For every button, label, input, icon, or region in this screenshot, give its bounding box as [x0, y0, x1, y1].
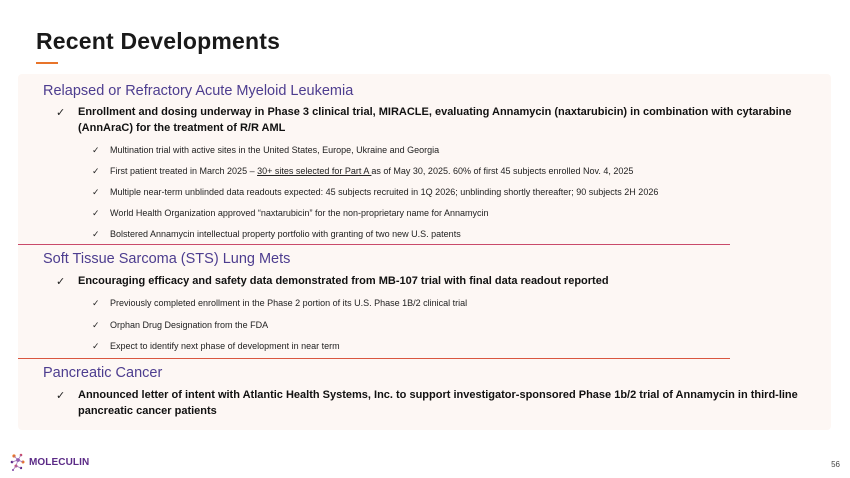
- molecule-icon: [9, 451, 27, 473]
- bullet-sts-main: Encouraging efficacy and safety data demonstrated from MB-107 trial with final data readout reported: [78, 275, 609, 287]
- section-heading-aml: Relapsed or Refractory Acute Myeloid Leukemia: [43, 83, 354, 99]
- check-icon: ✓: [92, 341, 100, 351]
- check-icon: ✓: [92, 145, 100, 155]
- bullet-aml-sub-2-pre: First patient treated in March 2025 –: [110, 166, 258, 176]
- bullet-sts-sub-2: Orphan Drug Designation from the FDA: [110, 320, 269, 330]
- bullet-pancreatic-main: Announced letter of intent with Atlantic Health Systems, Inc. to support investigator-sponsored Phase 1b/2 trial of Annamycin in third-line pancreatic cancer patients: [78, 389, 798, 417]
- check-icon: ✓: [92, 166, 100, 176]
- section-divider: [18, 244, 730, 245]
- check-icon: ✓: [92, 208, 100, 218]
- title-underline: [36, 62, 58, 64]
- bullet-aml-sub-3: Multiple near-term unblinded data readouts expected: 45 subjects recruited in 1Q 2026; unblinding shortly thereafter; 90 subjects 2H 2026: [110, 187, 659, 197]
- check-icon: ✓: [92, 320, 100, 330]
- check-icon: ✓: [56, 390, 66, 402]
- bullet-sts-sub-3: Expect to identify next phase of development in near term: [110, 341, 340, 351]
- check-icon: ✓: [92, 229, 100, 239]
- bullet-aml-sub-1: Multination trial with active sites in the United States, Europe, Ukraine and Georgia: [110, 145, 440, 155]
- company-logo: [9, 451, 89, 473]
- bullet-aml-sub-4: World Health Organization approved “naxtarubicin” for the non-proprietary name for Annamycin: [110, 208, 489, 218]
- bullet-aml-sub-5: Bolstered Annamycin intellectual property portfolio with granting of two new U.S. patents: [110, 229, 461, 239]
- bullet-aml-sub-2: [110, 165, 810, 177]
- sites-selected-link[interactable]: 30+ sites selected for Part A: [257, 166, 372, 176]
- check-icon: ✓: [56, 276, 66, 288]
- bullet-aml-sub-2-post: as of May 30, 2025. 60% of first 45 subjects enrolled Nov. 4, 2025: [371, 166, 634, 176]
- check-icon: ✓: [56, 107, 66, 119]
- page-title: Recent Developments: [36, 28, 281, 54]
- page-number: 56: [831, 460, 840, 469]
- section-heading-sts: Soft Tissue Sarcoma (STS) Lung Mets: [43, 251, 291, 267]
- bullet-sts-sub-1: Previously completed enrollment in the Phase 2 portion of its U.S. Phase 1B/2 clinical trial: [110, 298, 468, 308]
- logo-wordmark: MOLECULIN: [29, 456, 90, 468]
- section-heading-pancreatic: Pancreatic Cancer: [43, 365, 163, 381]
- check-icon: ✓: [92, 187, 100, 197]
- bullet-aml-main: Enrollment and dosing underway in Phase 3 clinical trial, MIRACLE, evaluating Annamycin (naxtarubicin) in combination with cytarabine (AnnAraC) for the treatment of R/R AML: [78, 106, 792, 134]
- check-icon: ✓: [92, 298, 100, 308]
- section-divider: [18, 358, 730, 359]
